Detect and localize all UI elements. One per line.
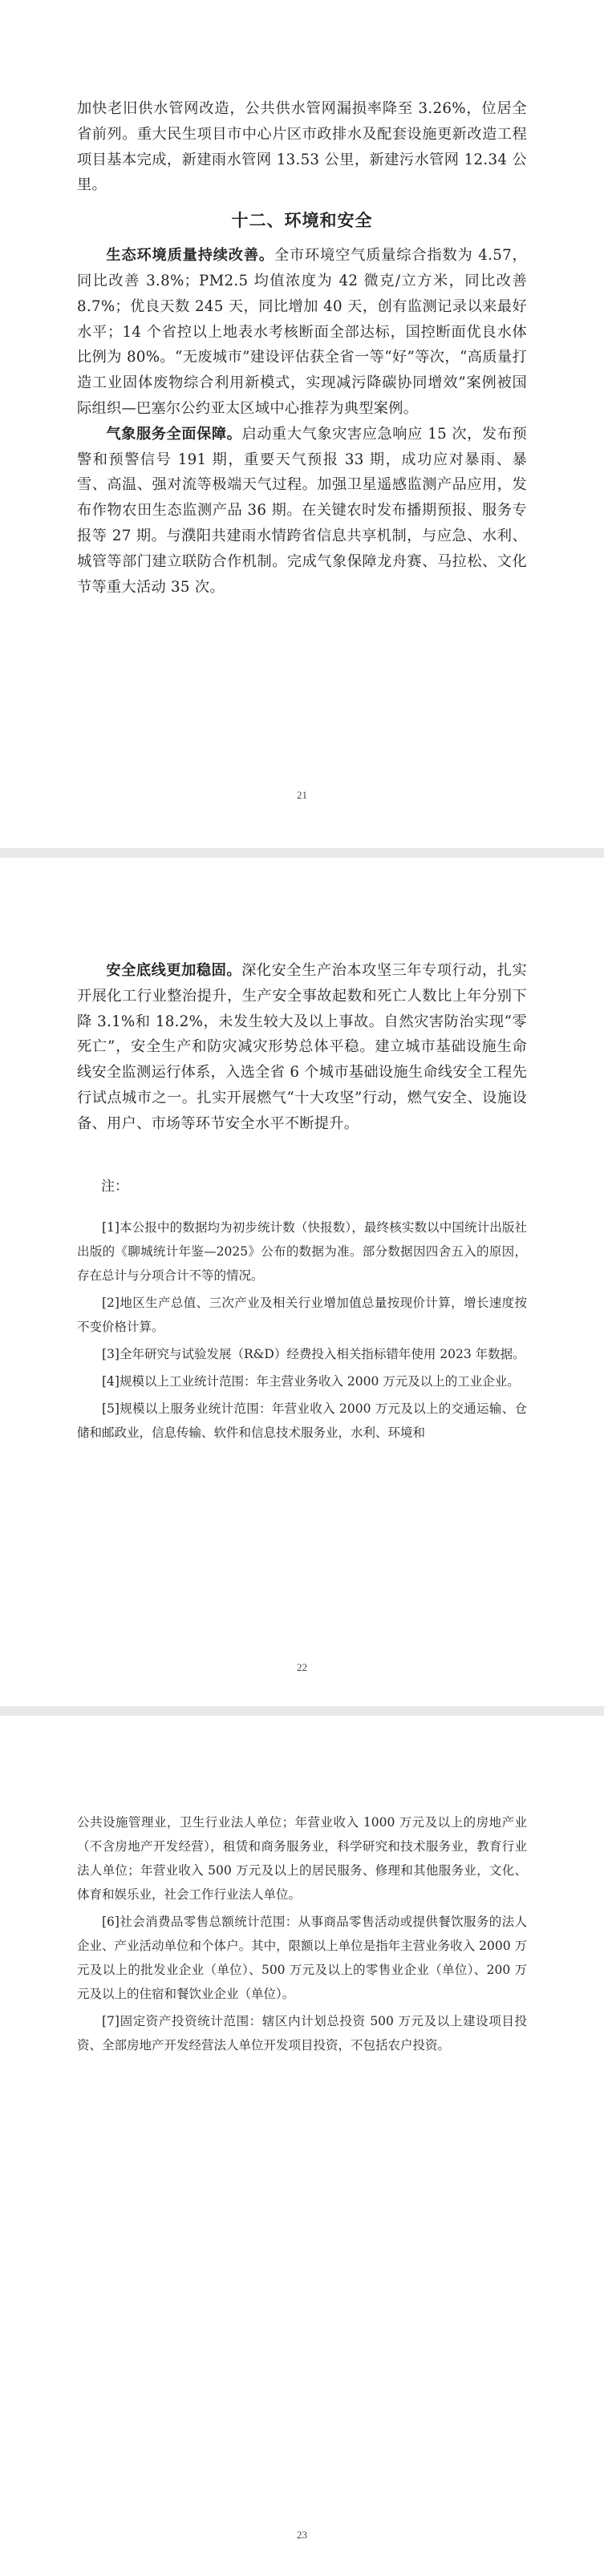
page-21 xyxy=(0,0,604,848)
note-2: [2]地区生产总值、三次产业及相关行业增加值总量按现价计算，增长速度按不变价格计算。 xyxy=(77,1295,527,1334)
note-5-continued: 公共设施管理业，卫生行业法人单位；年营业收入 1000 万元及以上的房地产业（不含房地产开发经营），租赁和商务服务业，科学研究和技术服务业，教育行业法人单位；年营业收入 500 万元及以上的居民服务、修理和其他服务业，文化、体育和娱乐业，社会工作行业法人单位。 xyxy=(77,1815,527,1902)
notes-title: 注： xyxy=(101,1178,128,1195)
safety-paragraph xyxy=(77,958,527,1137)
weather-lead: 气象服务全面保障。 xyxy=(106,425,242,443)
safety-lead: 安全底线更加稳固。 xyxy=(106,962,242,979)
weather-paragraph xyxy=(77,422,527,601)
environment-paragraph xyxy=(77,243,527,422)
page-number: 22 xyxy=(297,1661,307,1673)
page-23-content xyxy=(77,1716,527,2057)
page-23 xyxy=(0,1716,604,2576)
note-3: [3]全年研究与试验发展（R&D）经费投入相关指标错年使用 2023 年数据。 xyxy=(102,1346,525,1361)
environment-text: 全市环境空气质量综合指数为 4.57，同比改善 3.8%；PM2.5 均值浓度为 42 微克/立方米，同比改善 8.7%；优良天数 245 天，同比增加 40 天，创有监测记录以来最好水平；14 个省控以上地表水考核断面全部达标，国控断面优良水体比例为 80%。“无废城市”建设评估获全省一等“好”等次，“高质量打造工业固体废物综合利用新模式，实现减污降碳协同增效”案例被国际组织—巴塞尔公约亚太区域中心推荐为典型案例。 xyxy=(77,247,527,417)
weather-text: 启动重大气象灾害应急响应 15 次，发布预警和预警信号 191 期，重要天气预报 33 期，成功应对暴雨、暴雪、高温、强对流等极端天气过程。加强卫星遥感监测产品应用，发布作物农田生态监测产品 36 期。在关键农时发布播期预报、服务专报等 27 期。与濮阳共建雨水情跨省信息共享机制，与应急、水利、城管等部门建立联防合作机制。完成气象保障龙舟赛、马拉松、文化节等重大活动 35 次。 xyxy=(77,425,527,596)
note-6: [6]社会消费品零售总额统计范围：从事商品零售活动或提供餐饮服务的法人企业、产业活动单位和个体户。其中，限额以上单位是指年主营业务收入 2000 万元及以上的批发业企业（单位）、500 万元及以上的零售业企业（单位）、200 万元及以上的住宿和餐饮业企业（单位）。 xyxy=(77,1915,527,2001)
safety-text: 深化安全生产治本攻坚三年专项行动，扎实开展化工行业整治提升，生产安全事故起数和死亡人数比上年分别下降 3.1%和 18.2%，未发生较大及以上事故。自然灾害防治实现“零死亡”，安全生产和防灾减灾形势总体平稳。建立城市基础设施生命线安全监测运行体系，入选全省 6 个城市基础设施生命线安全工程先行试点城市之一。扎实开展燃气“十大攻坚”行动，燃气安全、设施设备、用户、市场等环节安全水平不断提升。 xyxy=(77,962,528,1132)
water-network-paragraph: 加快老旧供水管网改造，公共供水管网漏损率降至 3.26%，位居全省前列。重大民生项目市中心片区市政排水及配套设施更新改造工程项目基本完成，新建雨水管网 13.53 公里，新建污水管网 12.34 公里。 xyxy=(77,100,527,194)
page-22 xyxy=(0,858,604,1706)
section-title-environment-safety: 十二、环境和安全 xyxy=(231,210,373,231)
page-number: 23 xyxy=(297,2529,307,2541)
environment-lead: 生态环境质量持续改善。 xyxy=(106,247,274,265)
note-7: [7]固定资产投资统计范围：辖区内计划总投资 500 万元及以上建设项目投资、全部房地产开发经营法人单位开发项目投资，不包括农户投资。 xyxy=(77,2014,527,2052)
page-number: 21 xyxy=(297,789,307,801)
note-1: [1]本公报中的数据均为初步统计数（快报数），最终核实数以中国统计出版社出版的《聊城统计年鉴—2025》公布的数据为准。部分数据因四舍五入的原因，存在总计与分项合计不等的情况。 xyxy=(77,1219,527,1283)
page-21-content xyxy=(77,0,527,600)
page-22-content xyxy=(77,858,527,1445)
note-5: [5]规模以上服务业统计范围：年营业收入 2000 万元及以上的交通运输、仓储和邮政业，信息传输、软件和信息技术服务业，水利、环境和 xyxy=(77,1401,527,1440)
note-4: [4]规模以上工业统计范围：年主营业务收入 2000 万元及以上的工业企业。 xyxy=(102,1373,520,1389)
